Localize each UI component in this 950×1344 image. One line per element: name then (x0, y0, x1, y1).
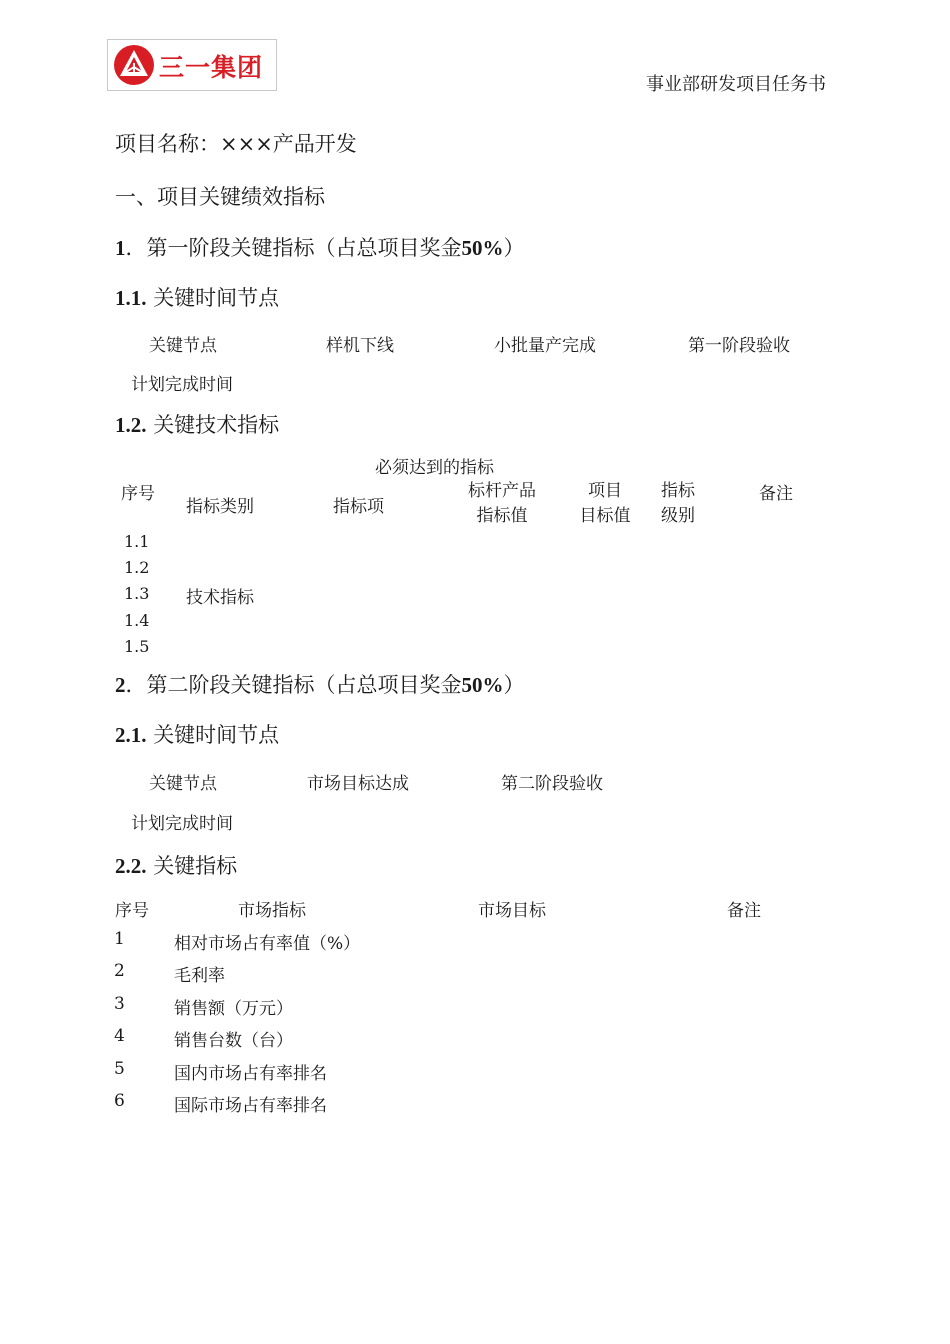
time2-header-stage2-accept: 第二阶段验收 (501, 774, 603, 794)
s22-title: 关键指标 (153, 854, 238, 878)
stage2-close: ） (503, 673, 525, 697)
stage1-percent: 50% (461, 236, 504, 260)
stage2-number: 2 (115, 673, 126, 697)
s11-number: 1.1. (115, 286, 147, 310)
s21-heading (115, 719, 279, 749)
time2-header-node: 关键节点 (149, 774, 217, 794)
stage1-heading (115, 232, 525, 262)
tech-group-header: 必须达到的指标 (375, 458, 494, 478)
s11-title: 关键时间节点 (153, 286, 280, 310)
market-col-indicator: 市场指标 (238, 901, 306, 921)
market-row-label: 销售台数（台） (174, 1031, 293, 1051)
stage2-title: ．第二阶段关键指标（占总项目奖金 (125, 673, 462, 697)
s11-heading (115, 282, 279, 312)
project-name: 项目名称：×××产品开发 (115, 132, 357, 156)
tech-col-level-line1: 指标 (661, 481, 695, 501)
tech-col-seq: 序号 (121, 484, 155, 504)
company-logo (107, 39, 277, 91)
s12-title: 关键技术指标 (153, 413, 280, 437)
tech-row-seq: 1.3 (124, 584, 150, 603)
tech-row-seq: 1.5 (124, 637, 150, 656)
tech-col-level-line2: 级别 (661, 506, 695, 526)
tech-row-seq: 1.2 (124, 558, 150, 577)
market-row-seq: 4 (114, 1026, 125, 1046)
tech-row-seq: 1.4 (124, 611, 150, 630)
s22-number: 2.2. (115, 854, 147, 878)
tech-col-target (570, 479, 640, 529)
time2-row-label: 计划完成时间 (131, 814, 233, 834)
s22-heading (115, 850, 237, 880)
market-col-target: 市场目标 (478, 901, 546, 921)
market-row-label: 国内市场占有率排名 (174, 1064, 327, 1084)
section1-title: 一、项目关键绩效指标 (115, 185, 325, 209)
time1-row-label: 计划完成时间 (131, 375, 233, 395)
tech-col-benchmark (462, 479, 542, 529)
stage2-percent: 50% (461, 673, 504, 697)
logo-text: 三一集团 (159, 53, 264, 82)
market-row-seq: 6 (114, 1091, 125, 1111)
market-row-label: 国际市场占有率排名 (174, 1096, 327, 1116)
market-row-label: 相对市场占有率值（%） (174, 934, 361, 954)
s12-heading (115, 409, 279, 439)
stage1-title: ．第一阶段关键指标（占总项目奖金 (125, 236, 462, 260)
market-row-label: 销售额（万元） (174, 999, 293, 1019)
s21-title: 关键时间节点 (153, 723, 280, 747)
stage1-number: 1 (115, 236, 126, 260)
document-type: 事业部研发项目任务书 (646, 74, 826, 95)
stage2-heading (115, 669, 525, 699)
market-row-seq: 3 (114, 994, 125, 1014)
tech-row-seq: 1.1 (124, 532, 150, 551)
market-row-label: 毛利率 (174, 966, 225, 986)
stage1-close: ） (503, 236, 525, 260)
tech-col-target-line2: 目标值 (579, 506, 631, 526)
time1-header-prototype: 样机下线 (326, 336, 394, 356)
sany-logo-icon (112, 43, 156, 87)
time1-header-small-batch: 小批量产完成 (494, 336, 596, 356)
market-col-note: 备注 (727, 901, 761, 921)
s12-number: 1.2. (115, 413, 147, 437)
tech-col-note: 备注 (759, 484, 793, 504)
tech-type-value: 技术指标 (186, 588, 254, 608)
time2-header-market-target: 市场目标达成 (307, 774, 409, 794)
market-row-seq: 1 (114, 929, 125, 949)
market-row-seq: 2 (114, 961, 125, 981)
tech-col-type: 指标类别 (186, 497, 254, 517)
s21-number: 2.1. (115, 723, 147, 747)
tech-col-item: 指标项 (333, 497, 384, 517)
time1-header-node: 关键节点 (149, 336, 217, 356)
tech-col-benchmark-line1: 标杆产品 (468, 481, 536, 501)
market-row-seq: 5 (114, 1059, 125, 1079)
time1-header-stage1-accept: 第一阶段验收 (688, 336, 790, 356)
tech-col-benchmark-line2: 指标值 (476, 506, 528, 526)
tech-col-target-line1: 项目 (588, 481, 622, 501)
tech-col-level (661, 479, 695, 529)
market-col-seq: 序号 (115, 901, 149, 921)
